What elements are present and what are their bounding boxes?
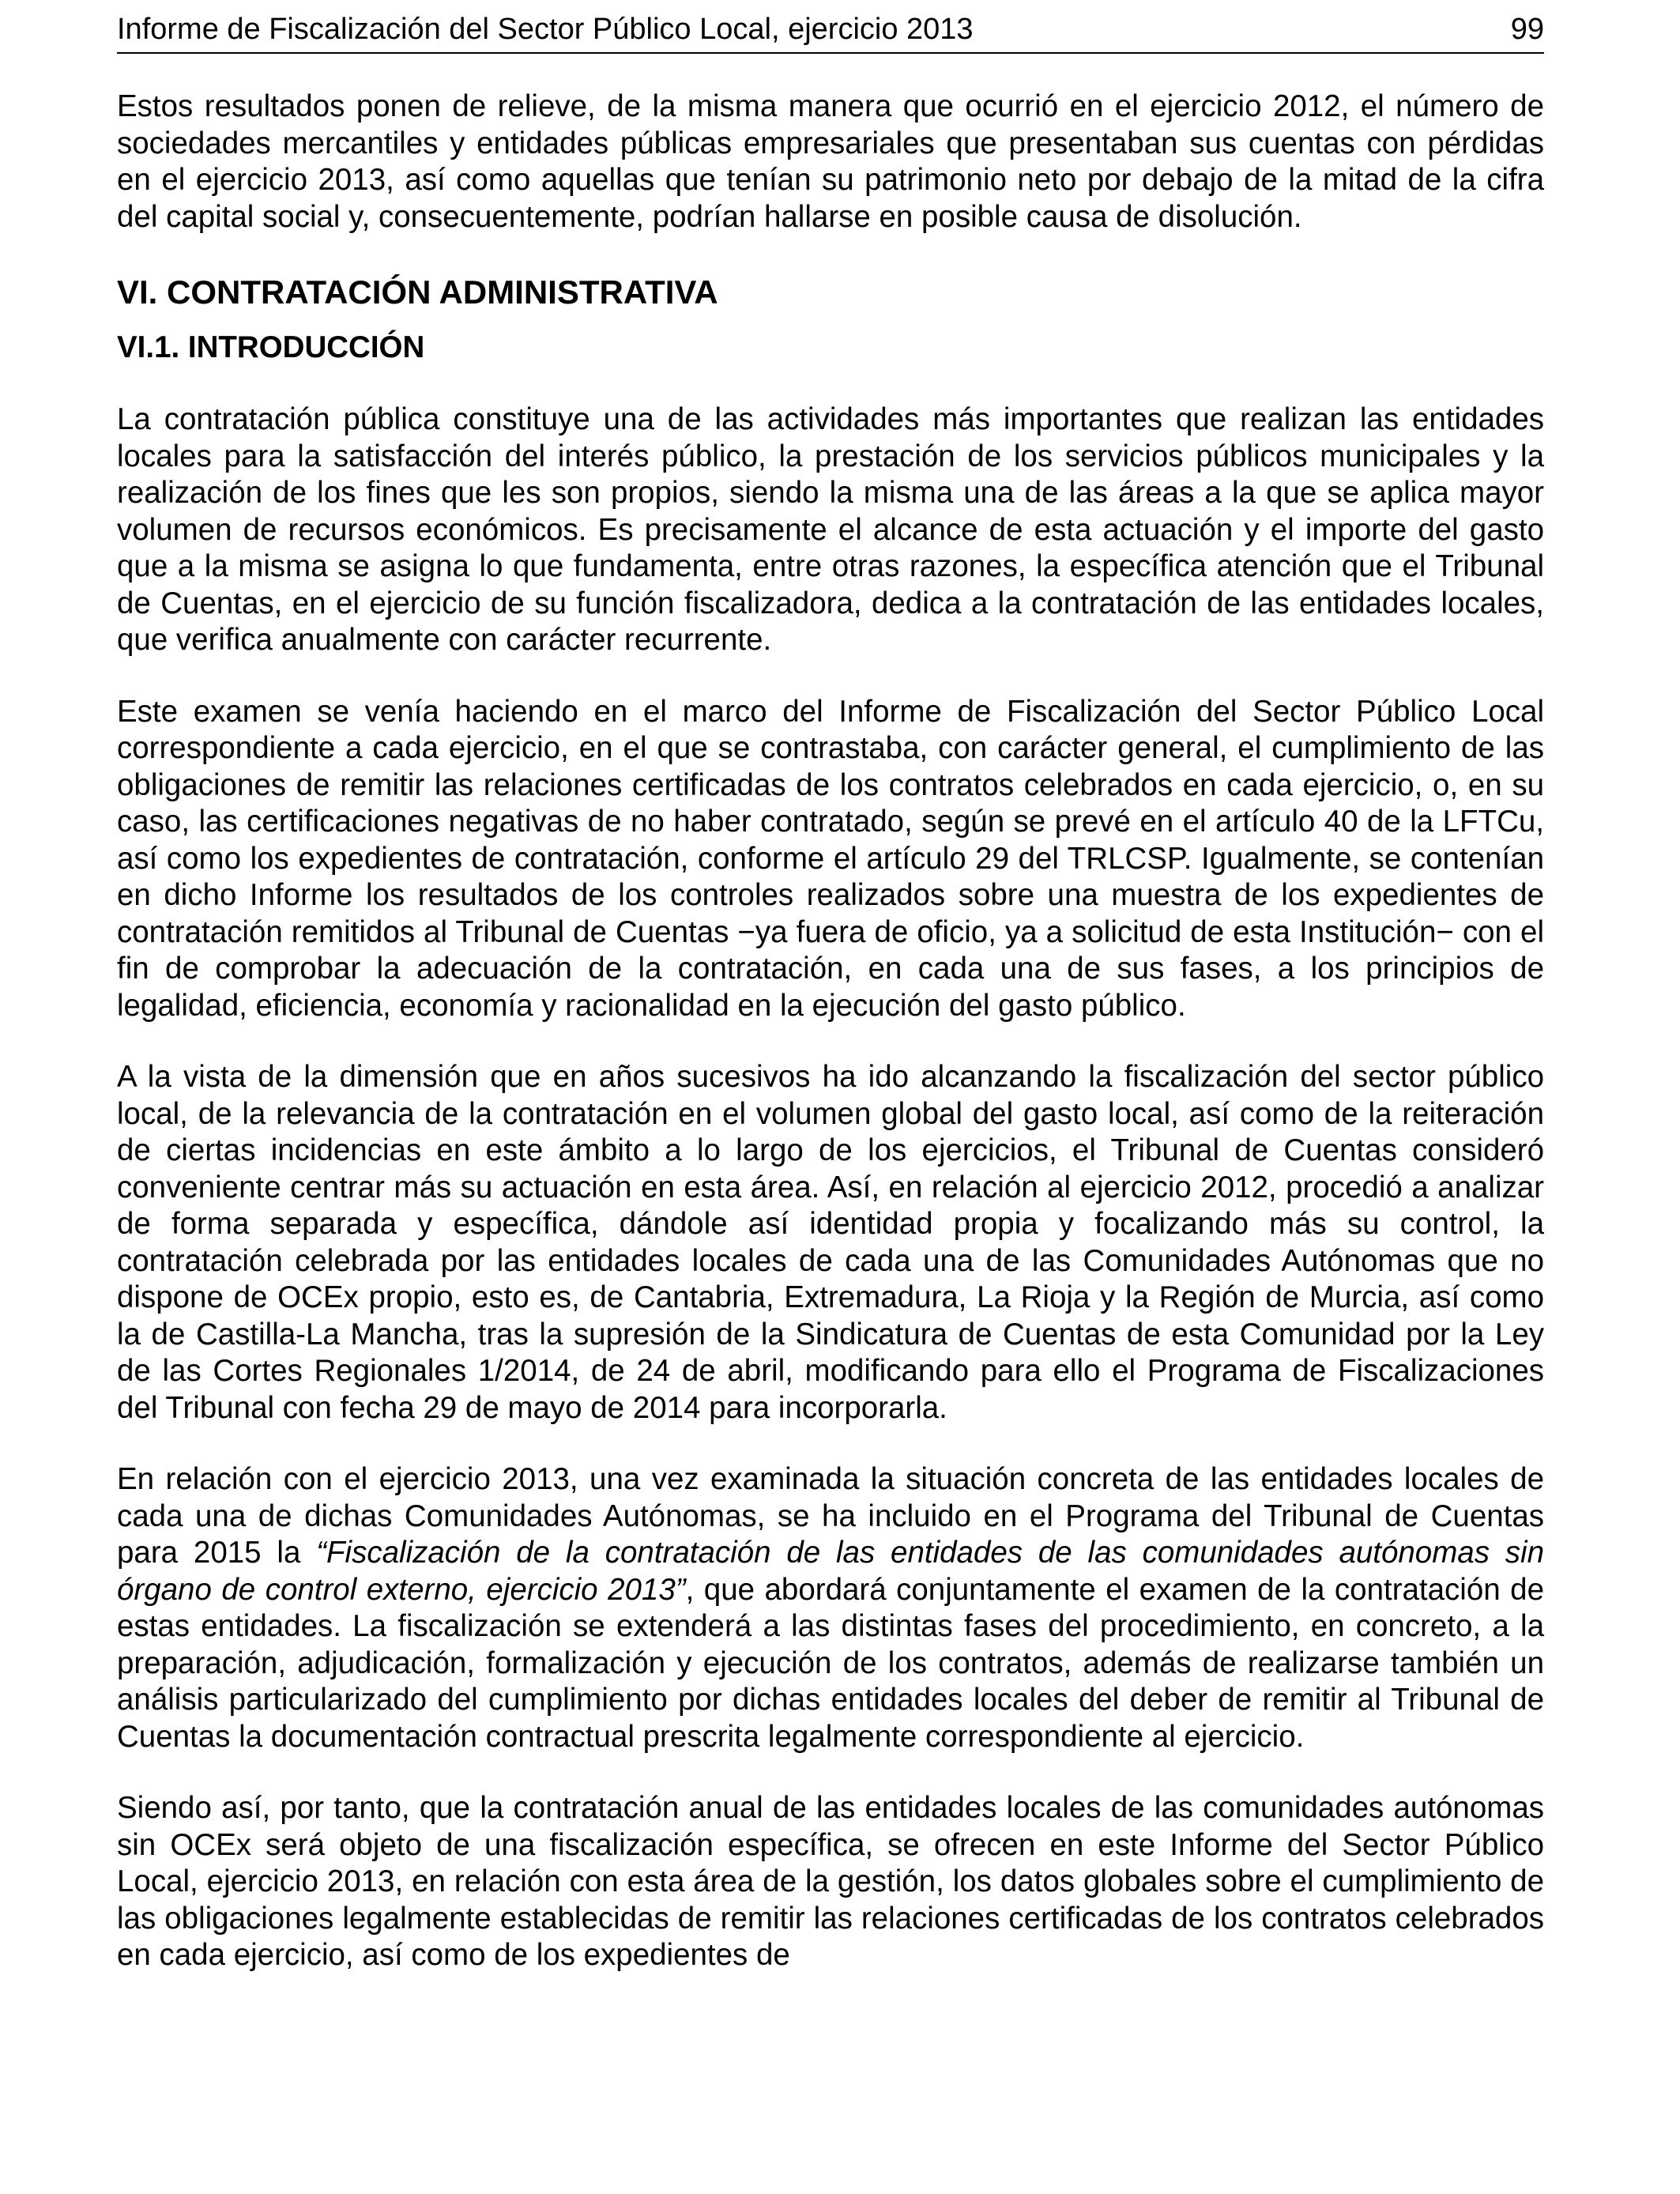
paragraph-exam: Este examen se venía haciendo en el marco del Informe de Fiscalización del Sector Público Local correspondiente a cada ejercicio, en el que se contrastaba, con carácter general, el cumplimiento de las obligaciones de remitir las relaciones certificadas de los contratos celebrados en cada ejercicio, o, en su caso, las certificaciones negativas de no haber contratado, según se prevé en el artículo 40 de la LFTCu, así como los expedientes de contratación, conforme el artículo 29 del TRLCSP. Igualmente, se contenían en dicho Informe los resultados de los controles realizados sobre una muestra de los expedientes de contratación remitidos al Tribunal de Cuentas −ya fuera de oficio, ya a solicitud de esta Institución− con el fin de comprobar la adecuación de la contratación, en cada una de sus fases, a los principios de legalidad, eficiencia, economía y racionalidad en la ejecución del gasto público. [117, 694, 1544, 1023]
paragraph-dimension: A la vista de la dimensión que en años sucesivos ha ido alcanzando la fiscalización del sector público local, de la relevancia de la contratación en el volumen global del gasto local, así como de la reiteración de ciertas incidencias en este ámbito a lo largo de los ejercicios, el Tribunal de Cuentas consideró conveniente centrar más su actuación en esta área. Así, en relación al ejercicio 2012, procedió a analizar de forma separada y específica, dándole así identidad propia y focalizando más su control, la contratación celebrada por las entidades locales de cada una de las Comunidades Autónomas que no dispone de OCEx propio, esto es, de Cantabria, Extremadura, La Rioja y la Región de Murcia, así como la de Castilla-La Mancha, tras la supresión de la Sindicatura de Cuentas de esta Comunidad por la Ley de las Cortes Regionales 1/2014, de 24 de abril, modificando para ello el Programa de Fiscalizaciones del Tribunal con fecha 29 de mayo de 2014 para incorporarla. [117, 1060, 1544, 1425]
paragraph-programme [117, 1461, 1544, 1755]
subsection-heading: VI.1. INTRODUCCIÓN [117, 330, 425, 364]
paragraph-dissolution: Estos resultados ponen de relieve, de la misma manera que ocurrió en el ejercicio 2012, el número de sociedades mercantiles y entidades públicas empresariales que presentaban sus cuentas con pérdidas en el ejercicio 2013, así como aquellas que tenían su patrimonio neto por debajo de la mitad de la cifra del capital social y, consecuentemente, podrían hallarse en posible causa de disolución. [117, 89, 1544, 234]
paragraph-programme-start: En relación con el ejercicio 2013, una vez examinada la situación concreta de las entidades locales de cada una de dichas Comunidades Autónomas, se ha incluido en el Programa del Tribunal de Cuentas para 2015 la [117, 1462, 1544, 1570]
page-body [117, 89, 1544, 1974]
page-number: 99 [1510, 13, 1544, 46]
paragraph-conclusion: Siendo así, por tanto, que la contratación anual de las entidades locales de las comunidades autónomas sin OCEx será objeto de una fiscalización específica, se ofrecen en este Informe del Sector Público Local, ejercicio 2013, en relación con esta área de la gestión, los datos globales sobre el cumplimiento de las obligaciones legalmente establecidas de remitir las relaciones certificadas de los contratos celebrados en cada ejercicio, así como de los expedientes de [117, 1791, 1544, 1972]
section-heading: VI. CONTRATACIÓN ADMINISTRATIVA [117, 273, 718, 311]
header-title: Informe de Fiscalización del Sector Público Local, ejercicio 2013 [117, 13, 974, 46]
running-header [117, 11, 1544, 54]
paragraph-programme-end: , que abordará conjuntamente el examen de la contratación de estas entidades. La fiscalización se extenderá a las distintas fases del procedimiento, en concreto, a la preparación, adjudicación, formalización y ejecución de los contratos, además de realizarse también un análisis particularizado del cumplimiento por dichas entidades locales del deber de remitir al Tribunal de Cuentas la documentación contractual prescrita legalmente correspondiente al ejercicio. [117, 1572, 1544, 1754]
paragraph-intro: La contratación pública constituye una de las actividades más importantes que realizan las entidades locales para la satisfacción del interés público, la prestación de los servicios públicos municipales y la realización de los fines que les son propios, siendo la misma una de las áreas a la que se aplica mayor volumen de recursos económicos. Es precisamente el alcance de esta actuación y el importe del gasto que a la misma se asigna lo que fundamenta, entre otras razones, la específica atención que el Tribunal de Cuentas, en el ejercicio de su función fiscalizadora, dedica a la contratación de las entidades locales, que verifica anualmente con carácter recurrente. [117, 402, 1544, 657]
fiscalization-title: “Fiscalización de la contratación de las entidades de las comunidades autónomas sin órgano de control externo, ejercicio 2013” [117, 1536, 1545, 1607]
